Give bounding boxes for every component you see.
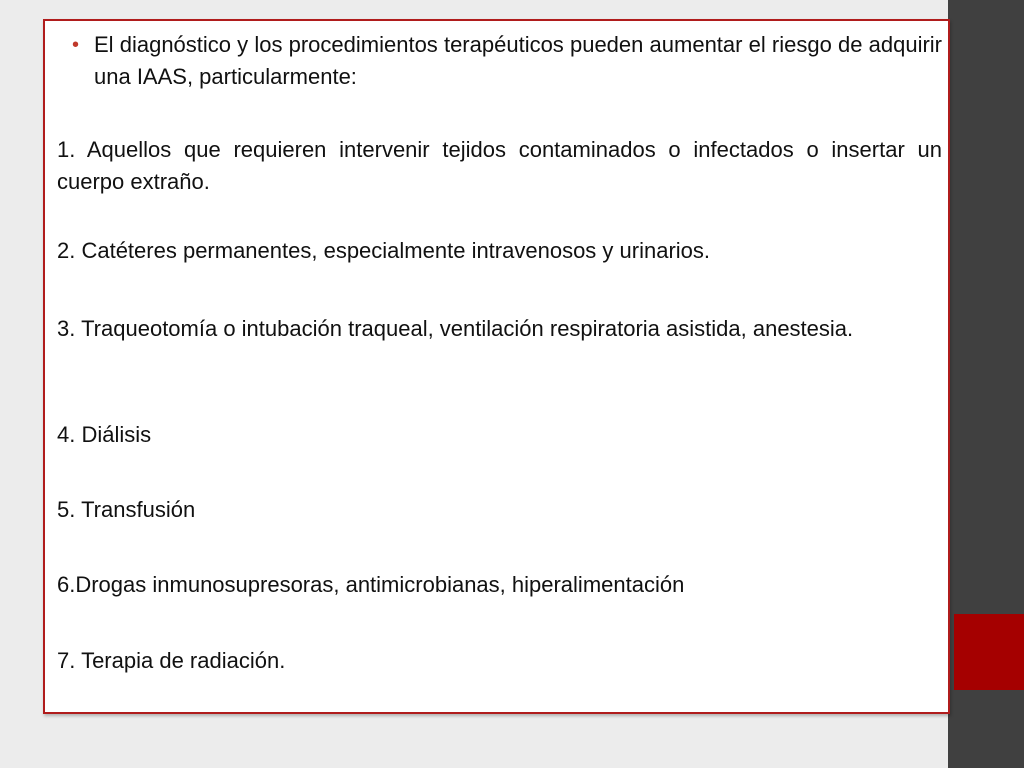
list-item-1: 1. Aquellos que requieren intervenir tejidos contaminados o infectados o insertar un cuerpo extraño. — [57, 137, 942, 194]
side-bar-accent-block — [954, 614, 1024, 690]
list-item-2: 2. Catéteres permanentes, especialmente intravenosos y urinarios. — [57, 238, 711, 263]
list-item-3: 3. Traqueotomía o intubación traqueal, ventilación respiratoria asistida, anestesia. — [57, 316, 854, 341]
content-box — [43, 19, 950, 714]
bullet-icon: • — [72, 34, 80, 56]
list-item-7: 7. Terapia de radiación. — [57, 648, 286, 673]
list-item-6: 6.Drogas inmunosupresoras, antimicrobianas, hiperalimentación — [57, 572, 685, 597]
list-item-4: 4. Diálisis — [57, 422, 152, 447]
side-bar — [948, 0, 1024, 768]
intro-text: El diagnóstico y los procedimientos terapéuticos pueden aumentar el riesgo de adquirir una IAAS, particularmente: — [94, 32, 942, 89]
list-item-5: 5. Transfusión — [57, 497, 196, 522]
